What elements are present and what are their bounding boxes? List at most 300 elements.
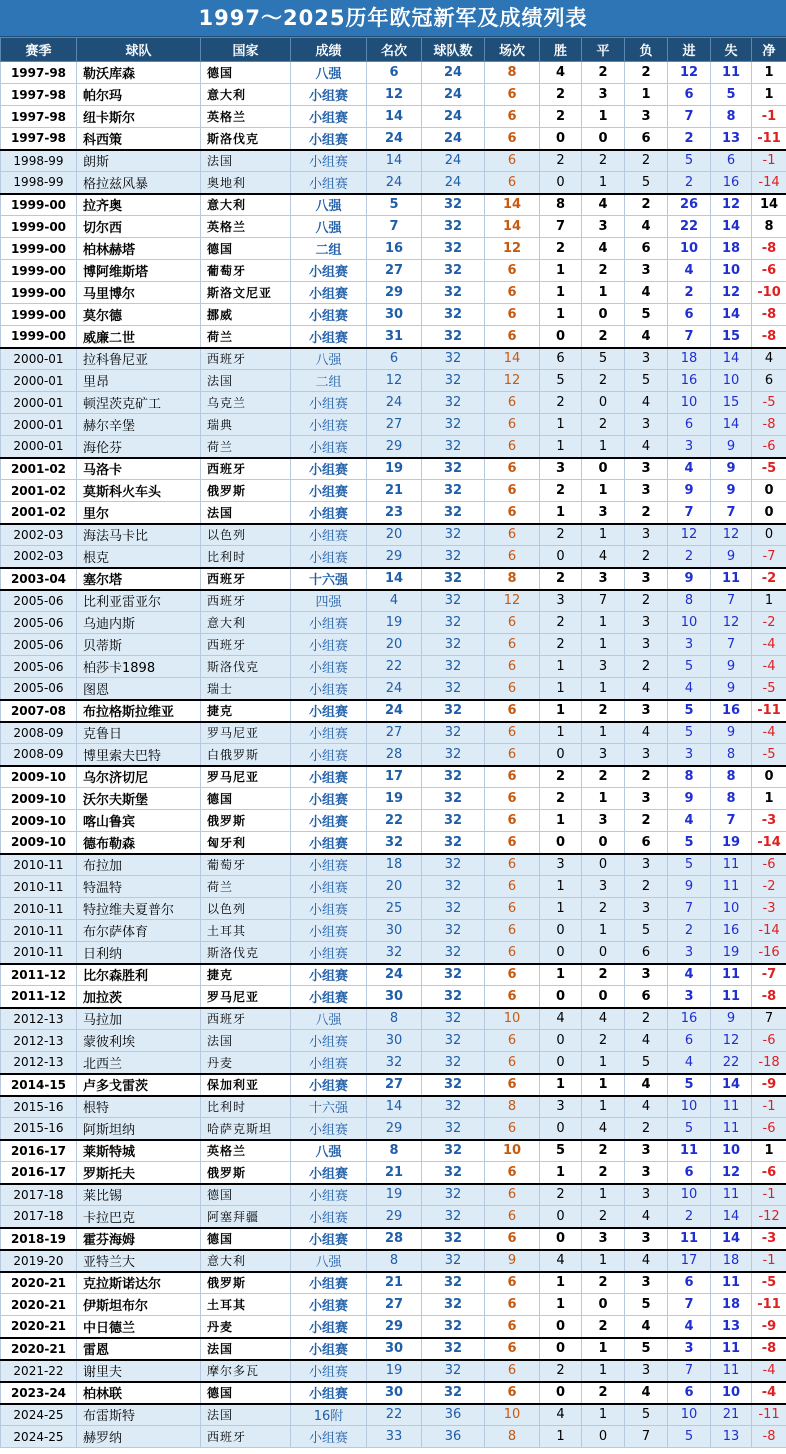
- goal-difference-cell: 1: [752, 788, 786, 810]
- result-cell: 八强: [291, 62, 367, 84]
- team-cell: 沃尔夫斯堡: [77, 788, 201, 810]
- season-cell: 2002-03: [1, 524, 77, 546]
- goals-for-cell: 2: [668, 172, 711, 194]
- team-cell: 塞尔塔: [77, 568, 201, 590]
- losses-cell: 1: [625, 84, 668, 106]
- goals-against-cell: 5: [711, 84, 752, 106]
- goal-difference-cell: -7: [752, 546, 786, 568]
- goals-against-cell: 8: [711, 766, 752, 788]
- result-cell: 小组赛: [291, 744, 367, 766]
- rank-cell: 29: [367, 282, 422, 304]
- matches-cell: 6: [485, 810, 540, 832]
- table-row: [1, 1338, 786, 1360]
- result-cell: 小组赛: [291, 722, 367, 744]
- team-count-cell: 24: [422, 150, 485, 172]
- goal-difference-cell: -14: [752, 832, 786, 854]
- goals-against-cell: 10: [711, 1382, 752, 1404]
- result-cell: 小组赛: [291, 656, 367, 678]
- team-cell: 博里索夫巴特: [77, 744, 201, 766]
- losses-cell: 5: [625, 1338, 668, 1360]
- country-cell: 丹麦: [201, 1052, 291, 1074]
- matches-cell: 6: [485, 898, 540, 920]
- team-count-cell: 32: [422, 194, 485, 216]
- country-cell: 土耳其: [201, 1294, 291, 1316]
- matches-cell: 6: [485, 942, 540, 964]
- wins-cell: 3: [540, 590, 582, 612]
- result-cell: 16附: [291, 1404, 367, 1426]
- team-cell: 莫斯科火车头: [77, 480, 201, 502]
- wins-cell: 0: [540, 1316, 582, 1338]
- draws-cell: 0: [582, 986, 625, 1008]
- table-row: [1, 150, 786, 172]
- season-cell: 2009-10: [1, 810, 77, 832]
- draws-cell: 1: [582, 282, 625, 304]
- goals-against-cell: 7: [711, 634, 752, 656]
- wins-cell: 0: [540, 1382, 582, 1404]
- goal-difference-cell: -5: [752, 744, 786, 766]
- draws-cell: 4: [582, 546, 625, 568]
- team-cell: 莫尔德: [77, 304, 201, 326]
- goal-difference-cell: -8: [752, 1426, 786, 1448]
- goals-for-cell: 3: [668, 942, 711, 964]
- season-cell: 2011-12: [1, 986, 77, 1008]
- losses-cell: 3: [625, 898, 668, 920]
- country-cell: 西班牙: [201, 568, 291, 590]
- goals-for-cell: 6: [668, 1030, 711, 1052]
- matches-cell: 14: [485, 194, 540, 216]
- result-cell: 小组赛: [291, 1316, 367, 1338]
- matches-cell: 6: [485, 1272, 540, 1294]
- draws-cell: 2: [582, 898, 625, 920]
- team-count-cell: 32: [422, 1338, 485, 1360]
- result-cell: 小组赛: [291, 678, 367, 700]
- losses-cell: 3: [625, 964, 668, 986]
- rank-cell: 21: [367, 1162, 422, 1184]
- result-cell: 小组赛: [291, 1294, 367, 1316]
- rank-cell: 27: [367, 1074, 422, 1096]
- matches-cell: 8: [485, 62, 540, 84]
- country-cell: 比利时: [201, 1096, 291, 1118]
- season-cell: 2007-08: [1, 700, 77, 722]
- result-cell: 小组赛: [291, 480, 367, 502]
- team-cell: 赫罗纳: [77, 1426, 201, 1448]
- result-cell: 二组: [291, 370, 367, 392]
- wins-cell: 1: [540, 1426, 582, 1448]
- goal-difference-cell: -2: [752, 568, 786, 590]
- matches-cell: 6: [485, 744, 540, 766]
- losses-cell: 2: [625, 1008, 668, 1030]
- result-cell: 小组赛: [291, 1052, 367, 1074]
- table-row: [1, 84, 786, 106]
- season-cell: 2016-17: [1, 1162, 77, 1184]
- team-cell: 根特: [77, 1096, 201, 1118]
- result-cell: 小组赛: [291, 1162, 367, 1184]
- wins-cell: 2: [540, 238, 582, 260]
- goals-for-cell: 4: [668, 1316, 711, 1338]
- matches-cell: 6: [485, 458, 540, 480]
- losses-cell: 3: [625, 854, 668, 876]
- goals-against-cell: 11: [711, 876, 752, 898]
- losses-cell: 2: [625, 194, 668, 216]
- goals-against-cell: 7: [711, 590, 752, 612]
- losses-cell: 3: [625, 106, 668, 128]
- matches-cell: 6: [485, 1360, 540, 1382]
- goals-against-cell: 12: [711, 524, 752, 546]
- goals-against-cell: 9: [711, 480, 752, 502]
- goals-against-cell: 14: [711, 1228, 752, 1250]
- table-row: [1, 920, 786, 942]
- team-cell: 柏林联: [77, 1382, 201, 1404]
- rank-cell: 14: [367, 568, 422, 590]
- season-cell: 1997-98: [1, 84, 77, 106]
- losses-cell: 3: [625, 744, 668, 766]
- losses-cell: 5: [625, 1052, 668, 1074]
- rank-cell: 21: [367, 1272, 422, 1294]
- goals-against-cell: 14: [711, 1074, 752, 1096]
- team-count-cell: 32: [422, 722, 485, 744]
- team-count-cell: 32: [422, 920, 485, 942]
- season-cell: 1998-99: [1, 150, 77, 172]
- team-cell: 马里博尔: [77, 282, 201, 304]
- wins-cell: 7: [540, 216, 582, 238]
- goals-against-cell: 11: [711, 964, 752, 986]
- season-cell: 2001-02: [1, 458, 77, 480]
- matches-cell: 6: [485, 920, 540, 942]
- draws-cell: 0: [582, 392, 625, 414]
- result-cell: 小组赛: [291, 876, 367, 898]
- goal-difference-cell: 8: [752, 216, 786, 238]
- team-cell: 图恩: [77, 678, 201, 700]
- country-cell: 英格兰: [201, 106, 291, 128]
- goal-difference-cell: -11: [752, 1294, 786, 1316]
- result-cell: 小组赛: [291, 326, 367, 348]
- team-cell: 阿斯坦纳: [77, 1118, 201, 1140]
- matches-cell: 6: [485, 1382, 540, 1404]
- goal-difference-cell: -2: [752, 876, 786, 898]
- wins-cell: 0: [540, 326, 582, 348]
- matches-cell: 6: [485, 1206, 540, 1228]
- rank-cell: 24: [367, 392, 422, 414]
- result-cell: 小组赛: [291, 1338, 367, 1360]
- losses-cell: 7: [625, 1426, 668, 1448]
- goals-against-cell: 10: [711, 260, 752, 282]
- season-cell: 2018-19: [1, 1228, 77, 1250]
- team-count-cell: 32: [422, 524, 485, 546]
- team-cell: 赫尔辛堡: [77, 414, 201, 436]
- draws-cell: 3: [582, 216, 625, 238]
- country-cell: 乌克兰: [201, 392, 291, 414]
- result-cell: 小组赛: [291, 1030, 367, 1052]
- goals-against-cell: 8: [711, 106, 752, 128]
- table-row: [1, 1008, 786, 1030]
- goals-against-cell: 7: [711, 502, 752, 524]
- matches-cell: 6: [485, 84, 540, 106]
- wins-cell: 8: [540, 194, 582, 216]
- goals-for-cell: 7: [668, 502, 711, 524]
- goal-difference-cell: -11: [752, 128, 786, 150]
- rank-cell: 19: [367, 788, 422, 810]
- rank-cell: 22: [367, 656, 422, 678]
- losses-cell: 5: [625, 172, 668, 194]
- goals-for-cell: 16: [668, 370, 711, 392]
- matches-cell: 6: [485, 854, 540, 876]
- goals-for-cell: 2: [668, 282, 711, 304]
- country-cell: 挪威: [201, 304, 291, 326]
- goals-for-cell: 6: [668, 1162, 711, 1184]
- team-cell: 喀山鲁宾: [77, 810, 201, 832]
- goal-difference-cell: -5: [752, 1272, 786, 1294]
- goals-against-cell: 12: [711, 1162, 752, 1184]
- goals-against-cell: 13: [711, 128, 752, 150]
- wins-cell: 2: [540, 788, 582, 810]
- rank-cell: 18: [367, 854, 422, 876]
- draws-cell: 0: [582, 1294, 625, 1316]
- matches-cell: 6: [485, 678, 540, 700]
- page-title: 1997～2025历年欧冠新军及成绩列表: [0, 0, 786, 37]
- result-cell: 小组赛: [291, 700, 367, 722]
- table-row: [1, 986, 786, 1008]
- team-cell: 柏林赫塔: [77, 238, 201, 260]
- team-cell: 谢里夫: [77, 1360, 201, 1382]
- wins-cell: 0: [540, 1206, 582, 1228]
- country-cell: 斯洛伐克: [201, 942, 291, 964]
- table-row: [1, 260, 786, 282]
- matches-cell: 6: [485, 634, 540, 656]
- goal-difference-cell: -1: [752, 1096, 786, 1118]
- table-row: [1, 194, 786, 216]
- season-cell: 2020-21: [1, 1294, 77, 1316]
- goals-for-cell: 10: [668, 1404, 711, 1426]
- matches-cell: 14: [485, 348, 540, 370]
- season-cell: 2017-18: [1, 1184, 77, 1206]
- result-cell: 八强: [291, 1008, 367, 1030]
- season-cell: 2002-03: [1, 546, 77, 568]
- goals-against-cell: 12: [711, 282, 752, 304]
- goals-against-cell: 9: [711, 656, 752, 678]
- wins-cell: 4: [540, 1404, 582, 1426]
- wins-cell: 1: [540, 282, 582, 304]
- rank-cell: 29: [367, 436, 422, 458]
- wins-cell: 0: [540, 1338, 582, 1360]
- result-cell: 小组赛: [291, 458, 367, 480]
- country-cell: 俄罗斯: [201, 1162, 291, 1184]
- goal-difference-cell: -3: [752, 810, 786, 832]
- goals-against-cell: 14: [711, 216, 752, 238]
- draws-cell: 1: [582, 524, 625, 546]
- country-cell: 德国: [201, 238, 291, 260]
- draws-cell: 1: [582, 1184, 625, 1206]
- table-row: [1, 524, 786, 546]
- result-cell: 小组赛: [291, 502, 367, 524]
- season-cell: 2024-25: [1, 1404, 77, 1426]
- draws-cell: 1: [582, 436, 625, 458]
- country-cell: 法国: [201, 1338, 291, 1360]
- table-row: [1, 1404, 786, 1426]
- team-cell: 布雷斯特: [77, 1404, 201, 1426]
- losses-cell: 2: [625, 590, 668, 612]
- team-count-cell: 32: [422, 810, 485, 832]
- goals-against-cell: 11: [711, 854, 752, 876]
- table-body: [1, 62, 786, 1448]
- wins-cell: 1: [540, 810, 582, 832]
- season-cell: 2000-01: [1, 370, 77, 392]
- country-cell: 德国: [201, 1228, 291, 1250]
- goals-for-cell: 9: [668, 568, 711, 590]
- table-row: [1, 370, 786, 392]
- rank-cell: 30: [367, 1338, 422, 1360]
- draws-cell: 2: [582, 1272, 625, 1294]
- team-count-cell: 32: [422, 612, 485, 634]
- team-cell: 马洛卡: [77, 458, 201, 480]
- team-count-cell: 32: [422, 788, 485, 810]
- country-cell: 斯洛文尼亚: [201, 282, 291, 304]
- goals-against-cell: 9: [711, 436, 752, 458]
- team-count-cell: 32: [422, 1030, 485, 1052]
- goal-difference-cell: -4: [752, 656, 786, 678]
- wins-cell: 1: [540, 876, 582, 898]
- wins-cell: 2: [540, 1360, 582, 1382]
- team-count-cell: 32: [422, 348, 485, 370]
- losses-cell: 3: [625, 524, 668, 546]
- losses-cell: 4: [625, 1250, 668, 1272]
- team-count-cell: 32: [422, 634, 485, 656]
- season-cell: 2010-11: [1, 876, 77, 898]
- draws-cell: 4: [582, 1118, 625, 1140]
- goals-against-cell: 12: [711, 612, 752, 634]
- result-cell: 小组赛: [291, 282, 367, 304]
- rank-cell: 30: [367, 920, 422, 942]
- rank-cell: 29: [367, 1206, 422, 1228]
- matches-cell: 6: [485, 1338, 540, 1360]
- season-cell: 1999-00: [1, 282, 77, 304]
- rank-cell: 20: [367, 634, 422, 656]
- goals-against-cell: 22: [711, 1052, 752, 1074]
- table-row: [1, 502, 786, 524]
- goal-difference-cell: -14: [752, 172, 786, 194]
- table-row: [1, 612, 786, 634]
- losses-cell: 4: [625, 1096, 668, 1118]
- result-cell: 小组赛: [291, 898, 367, 920]
- rank-cell: 32: [367, 1052, 422, 1074]
- team-count-cell: 32: [422, 590, 485, 612]
- result-cell: 八强: [291, 348, 367, 370]
- season-cell: 2003-04: [1, 568, 77, 590]
- country-cell: 西班牙: [201, 348, 291, 370]
- goals-against-cell: 14: [711, 348, 752, 370]
- draws-cell: 0: [582, 128, 625, 150]
- wins-cell: 2: [540, 84, 582, 106]
- goals-for-cell: 7: [668, 1360, 711, 1382]
- team-cell: 科西策: [77, 128, 201, 150]
- goals-for-cell: 5: [668, 1118, 711, 1140]
- draws-cell: 1: [582, 634, 625, 656]
- season-cell: 2012-13: [1, 1008, 77, 1030]
- season-cell: 2000-01: [1, 348, 77, 370]
- header-losses: 负: [625, 38, 668, 62]
- team-count-cell: 24: [422, 172, 485, 194]
- table-row: [1, 436, 786, 458]
- country-cell: 斯洛伐克: [201, 656, 291, 678]
- rank-cell: 21: [367, 480, 422, 502]
- goals-for-cell: 8: [668, 766, 711, 788]
- goal-difference-cell: -5: [752, 678, 786, 700]
- team-count-cell: 32: [422, 1360, 485, 1382]
- goals-for-cell: 7: [668, 1294, 711, 1316]
- team-cell: 朗斯: [77, 150, 201, 172]
- result-cell: 八强: [291, 216, 367, 238]
- goal-difference-cell: -1: [752, 106, 786, 128]
- wins-cell: 2: [540, 392, 582, 414]
- season-cell: 2000-01: [1, 392, 77, 414]
- goals-for-cell: 5: [668, 656, 711, 678]
- goals-against-cell: 6: [711, 150, 752, 172]
- country-cell: 阿塞拜疆: [201, 1206, 291, 1228]
- country-cell: 西班牙: [201, 634, 291, 656]
- result-cell: 小组赛: [291, 172, 367, 194]
- goal-difference-cell: -14: [752, 920, 786, 942]
- result-cell: 小组赛: [291, 150, 367, 172]
- result-cell: 小组赛: [291, 1382, 367, 1404]
- draws-cell: 1: [582, 172, 625, 194]
- goals-for-cell: 6: [668, 414, 711, 436]
- team-count-cell: 36: [422, 1426, 485, 1448]
- country-cell: 比利时: [201, 546, 291, 568]
- season-cell: 2021-22: [1, 1360, 77, 1382]
- losses-cell: 4: [625, 282, 668, 304]
- draws-cell: 2: [582, 414, 625, 436]
- team-count-cell: 32: [422, 370, 485, 392]
- team-count-cell: 32: [422, 414, 485, 436]
- goal-difference-cell: -16: [752, 942, 786, 964]
- team-cell: 日利纳: [77, 942, 201, 964]
- goal-difference-cell: -8: [752, 986, 786, 1008]
- goals-for-cell: 4: [668, 260, 711, 282]
- country-cell: 西班牙: [201, 590, 291, 612]
- matches-cell: 6: [485, 832, 540, 854]
- country-cell: 匈牙利: [201, 832, 291, 854]
- team-cell: 亚特兰大: [77, 1250, 201, 1272]
- goals-for-cell: 7: [668, 898, 711, 920]
- rank-cell: 23: [367, 502, 422, 524]
- wins-cell: 5: [540, 370, 582, 392]
- goals-against-cell: 11: [711, 1096, 752, 1118]
- table-row: [1, 942, 786, 964]
- goal-difference-cell: -8: [752, 304, 786, 326]
- result-cell: 八强: [291, 1140, 367, 1162]
- wins-cell: 1: [540, 722, 582, 744]
- matches-cell: 6: [485, 1052, 540, 1074]
- losses-cell: 3: [625, 568, 668, 590]
- table-row: [1, 1382, 786, 1404]
- table-row: [1, 1250, 786, 1272]
- wins-cell: 0: [540, 172, 582, 194]
- goals-for-cell: 4: [668, 458, 711, 480]
- draws-cell: 5: [582, 348, 625, 370]
- matches-cell: 6: [485, 766, 540, 788]
- wins-cell: 5: [540, 1140, 582, 1162]
- losses-cell: 3: [625, 1360, 668, 1382]
- header-team: 球队: [77, 38, 201, 62]
- country-cell: 德国: [201, 788, 291, 810]
- rank-cell: 7: [367, 216, 422, 238]
- matches-cell: 6: [485, 282, 540, 304]
- season-cell: 2017-18: [1, 1206, 77, 1228]
- wins-cell: 0: [540, 920, 582, 942]
- rank-cell: 31: [367, 326, 422, 348]
- goal-difference-cell: -11: [752, 700, 786, 722]
- losses-cell: 6: [625, 832, 668, 854]
- goals-against-cell: 15: [711, 392, 752, 414]
